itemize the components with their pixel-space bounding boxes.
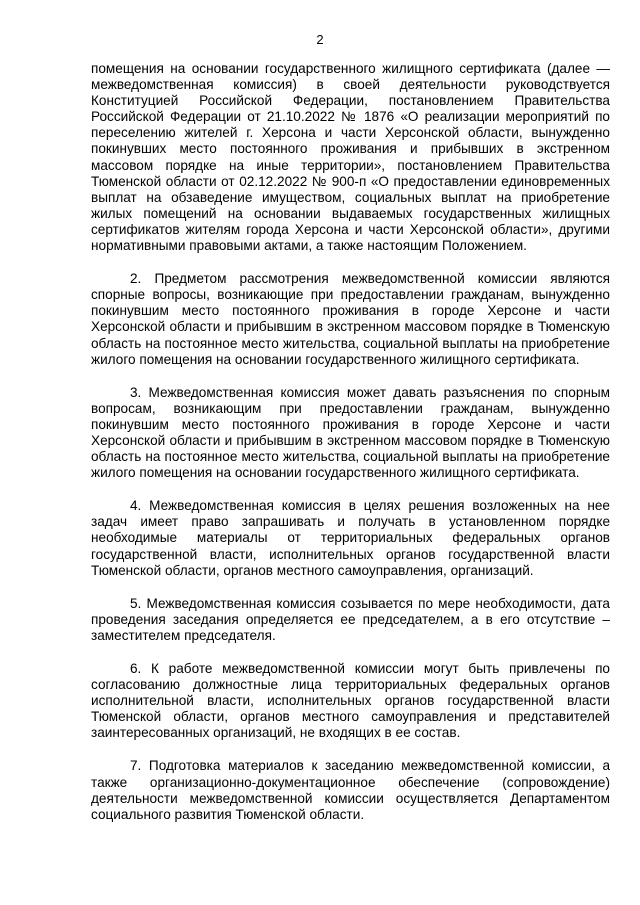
document-body — [91, 61, 610, 823]
paragraph-item-3: 3. Межведомственная комиссия может давать разъяснения по спорным вопросам, возникающим при предоставлении гражданам, вынужденно покинувшим место постоянного проживания в городе Херсоне и части Херсонской области и прибывшим в экстренном массовом порядке в Тюменскую область на постоянное место жительства, социальной выплаты на приобретение жилого помещения на основании государственного жилищного сертификата. — [91, 384, 610, 481]
paragraph-1-continuation: помещения на основании государственного жилищного сертификата (далее — межведомственная комиссия) в своей деятельности руководствуется Конституцией Российской Федерации, постановлением Правительства Российской Федерации от 21.10.2022 № 1876 «О реализации мероприятий по переселению жителей г. Херсона и части Херсонской области, вынужденно покинувших место постоянного проживания и прибывших в экстренном массовом порядке на иные территории», постановлением Правительства Тюменской области от 02.12.2022 № 900-п «О предоставлении единовременных выплат на обзаведение имуществом, социальных выплат на приобретение жилых помещений на основании выдаваемых государственных жилищных сертификатов жителям города Херсона и части Херсонской области», другими нормативными правовыми актами, а также настоящим Положением. — [91, 61, 610, 254]
page-number: 2 — [316, 32, 324, 47]
paragraph-item-4: 4. Межведомственная комиссия в целях решения возложенных на нее задач имеет право запрашивать и получать в установленном порядке необходимые материалы от территориальных федеральных органов государственной власти, исполнительных органов государственной власти Тюменской области, органов местного самоуправления, организаций. — [91, 498, 610, 578]
paragraph-item-5: 5. Межведомственная комиссия созывается по мере необходимости, дата проведения заседания определяется ее председателем, а в его отсутствие – заместителем председателя. — [91, 595, 610, 643]
paragraph-item-2: 2. Предметом рассмотрения межведомственной комиссии являются спорные вопросы, возникающие при предоставлении гражданам, вынужденно покинувшим место постоянного проживания в городе Херсоне и части Херсонской области и прибывшим в экстренном массовом порядке в Тюменскую область на постоянное место жительства, социальной выплаты на приобретение жилого помещения на основании государственного жилищного сертификата. — [91, 271, 610, 367]
paragraph-item-7: 7. Подготовка материалов к заседанию межведомственной комиссии, а также организационно-документационное обеспечение (сопровождение) деятельности межведомственной комиссии осуществляется Департаментом социального развития Тюменской области. — [91, 758, 610, 822]
paragraph-item-6: 6. К работе межведомственной комиссии могут быть привлечены по согласованию должностные лица территориальных федеральных органов исполнительной власти, исполнительных органов государственной власти Тюменской области, органов местного самоуправления и представителей заинтересованных организаций, не входящих в ее состав. — [91, 661, 610, 741]
